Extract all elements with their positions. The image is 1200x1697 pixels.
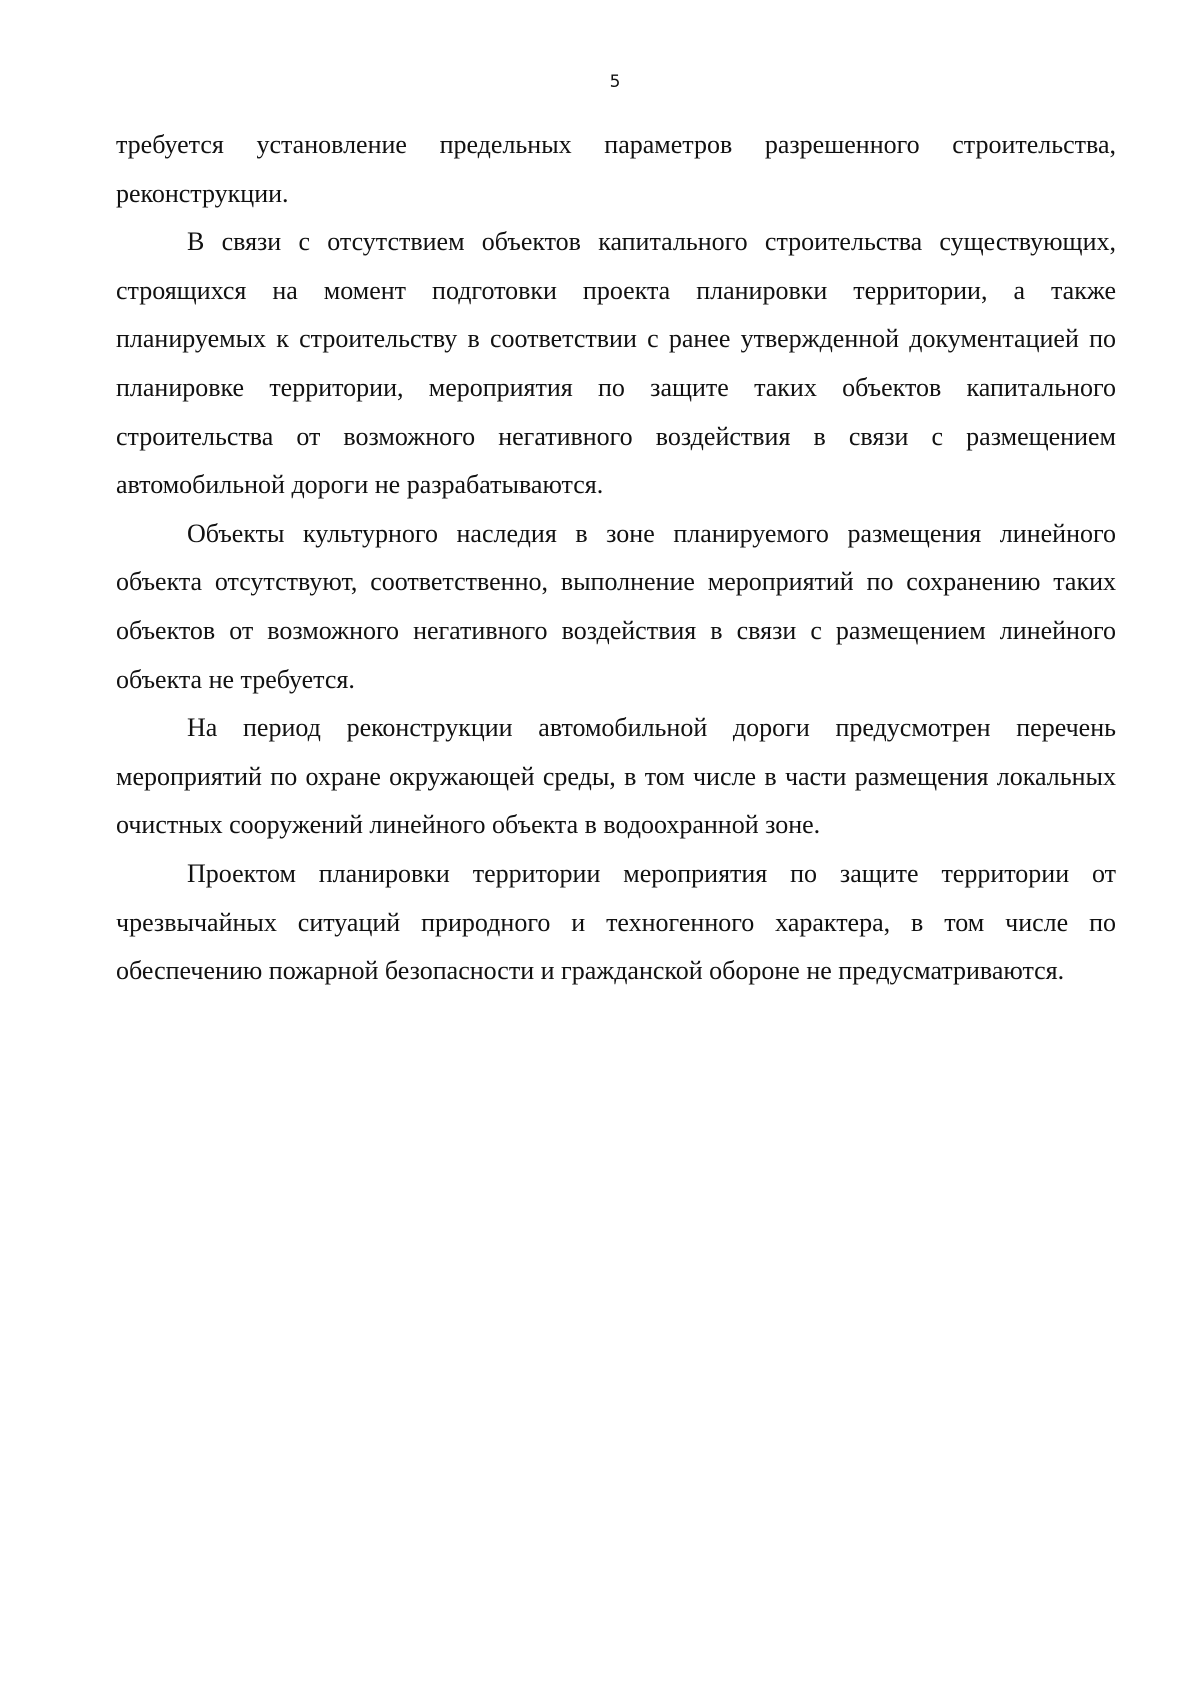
paragraph-continuation: требуется установление предельных параметров разрешенного строительства, реконструкции. [116, 130, 1116, 208]
document-body [116, 121, 1116, 996]
paragraph-cultural-heritage: Объекты культурного наследия в зоне планируемого размещения линейного объекта отсутствуют, соответственно, выполнение мероприятий по сохранению таких объектов от возможного негативного воздействия в связи с размещением линейного объекта не требуется. [116, 518, 1116, 694]
page-number: 5 [609, 72, 621, 92]
paragraph-environment-protection: На период реконструкции автомобильной дороги предусмотрен перечень мероприятий по охране окружающей среды, в том числе в части размещения локальных очистных сооружений линейного объекта в водоохранной зоне. [116, 713, 1116, 840]
paragraph-emergency-situations: Проектом планировки территории мероприятия по защите территории от чрезвычайных ситуаций природного и техногенного характера, в том числе по обеспечению пожарной безопасности и гражданской обороне не предусматриваются. [116, 858, 1116, 986]
paragraph-capital-construction: В связи с отсутствием объектов капитального строительства существующих, строящихся на момент подготовки проекта планировки территории, а также планируемых к строительству в соответствии с ранее утвержденной документацией по планировке территории, мероприятия по защите таких объектов капитального строительства от возможного негативного воздействия в связи с размещением автомобильной дороги не разрабатываются. [116, 227, 1116, 500]
